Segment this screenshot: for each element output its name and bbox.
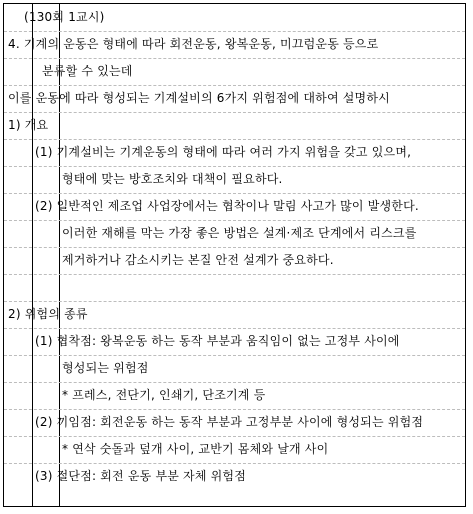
answer-text: (1) 협착점: 왕복운동 하는 동작 부분과 움직임이 없는 고정부 사이에 xyxy=(35,334,400,348)
answer-text: 제거하거나 감소시키는 본질 안전 설계가 중요하다. xyxy=(62,253,334,267)
section-heading: 1) 개요 xyxy=(8,118,49,132)
answer-text: (3) 절단점: 회전 운동 부분 자체 위험점 xyxy=(35,469,247,483)
line-row xyxy=(4,301,465,329)
line-row xyxy=(4,139,465,167)
line-row xyxy=(4,436,465,464)
section-heading: 2) 위험의 종류 xyxy=(8,307,88,321)
exam-session-label: (130회 1교시) xyxy=(24,10,105,24)
manuscript-sheet xyxy=(3,3,466,507)
question-text: 4. 기계의 운동은 형태에 따라 회전운동, 왕복운동, 미끄럼운동 등으로 xyxy=(8,37,379,51)
answer-text: 형성되는 위험점 xyxy=(62,361,149,375)
example-text: * 연삭 숫돌과 덮개 사이, 교반기 몸체와 날개 사이 xyxy=(62,442,329,456)
answer-text: (2) 끼임점: 회전운동 하는 동작 부분과 고정부분 사이에 형성되는 위험점 xyxy=(35,415,424,429)
line-row xyxy=(4,58,465,86)
line-row xyxy=(4,274,465,302)
line-row xyxy=(4,166,465,194)
line-row xyxy=(4,355,465,383)
line-row xyxy=(4,31,465,59)
line-row xyxy=(4,409,465,437)
answer-text: (1) 기계설비는 기계운동의 형태에 따라 여러 가지 위험을 갖고 있으며, xyxy=(35,145,412,159)
answer-text: 이러한 재해를 막는 가장 좋은 방법은 설계·제조 단계에서 리스크를 xyxy=(62,226,417,240)
line-row xyxy=(4,382,465,410)
line-row xyxy=(4,4,465,32)
line-row xyxy=(4,328,465,356)
line-row xyxy=(4,463,465,490)
answer-text: (2) 일반적인 제조업 사업장에서는 협착이나 말림 사고가 많이 발생한다. xyxy=(35,199,419,213)
line-row xyxy=(4,112,465,140)
answer-text: 형태에 맞는 방호조치와 대책이 필요하다. xyxy=(62,172,283,186)
example-text: * 프레스, 전단기, 인쇄기, 단조기계 등 xyxy=(62,388,266,402)
line-row xyxy=(4,193,465,221)
line-row xyxy=(4,247,465,275)
question-text: 이를 운동에 따라 형성되는 기계설비의 6가지 위험점에 대하여 설명하시 xyxy=(8,91,390,105)
line-row xyxy=(4,85,465,113)
question-text: 분류할 수 있는데 xyxy=(42,64,133,78)
line-row xyxy=(4,220,465,248)
